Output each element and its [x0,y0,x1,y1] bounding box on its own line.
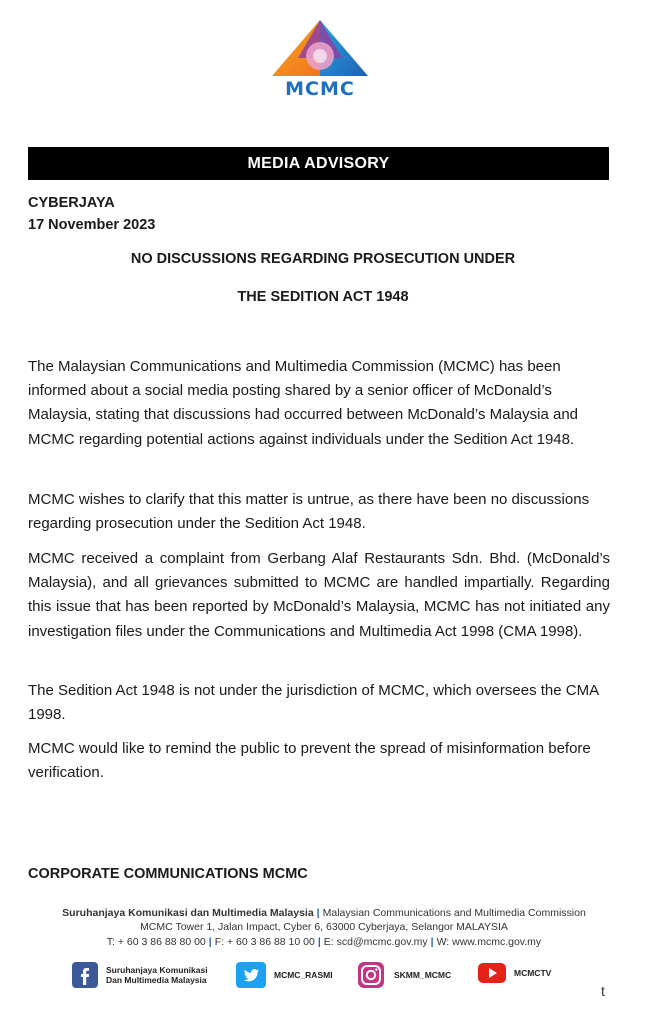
social-youtube[interactable] [478,962,551,984]
mcmc-logo [268,18,372,100]
social-facebook[interactable] [72,962,208,988]
body-paragraph-5: MCMC would like to remind the public to prevent the spread of misinformation before verification. [28,740,591,782]
youtube-label: MCMCTV [514,968,552,978]
logo-wordmark: MCMC [285,78,355,100]
signoff: CORPORATE COMMUNICATIONS MCMC [28,866,308,882]
headline-line-1: NO DISCUSSIONS REGARDING PROSECUTION UNDER [130,251,516,267]
social-twitter[interactable] [236,962,333,988]
facebook-icon [72,962,98,988]
footer-org-malay: Suruhanjaya Komunikasi dan Multimedia Malaysia [62,907,314,919]
stray-mark: t [601,983,605,999]
footer-web[interactable]: W: www.mcmc.gov.my [436,936,542,948]
facebook-label-line-1: Suruhanjaya Komunikasi [106,965,208,975]
social-instagram[interactable] [356,962,451,988]
mcmc-triangle-icon [268,18,372,80]
footer-separator: | [208,936,212,948]
twitter-label: MCMC_RASMI [274,970,333,980]
body-paragraph-1: The Malaysian Communications and Multimedia Commission (MCMC) has been informed about a social media posting shared by a senior officer of McDonald’s Malaysia, stating that discussions had occurred between McDonald’s Malaysia and MCMC regarding potential actions against individuals under the Sedition Act 1948. [28,358,579,448]
media-advisory-banner: MEDIA ADVISORY [28,147,609,180]
dateline-place: CYBERJAYA [28,195,115,211]
twitter-icon [236,962,266,988]
dateline [28,192,155,236]
headline-line-2: THE SEDITION ACT 1948 [237,289,409,305]
footer-fax: F: + 60 3 86 88 10 00 [214,936,315,948]
footer-email[interactable]: E: scd@mcmc.gov.my [323,936,428,948]
footer-org-line [0,907,648,919]
dateline-date: 17 November 2023 [28,217,156,233]
footer-separator: | [317,936,321,948]
instagram-label: SKMM_MCMC [394,970,452,980]
body-paragraph-2: MCMC wishes to clarify that this matter is untrue, as there have been no discussions regarding prosecution under the Sedition Act 1948. [28,491,590,533]
instagram-icon [356,962,386,988]
footer-separator: | [316,907,320,919]
footer-org-english: Malaysian Communications and Multimedia Commission [322,907,586,919]
youtube-icon [478,962,506,984]
footer-separator: | [430,936,434,948]
footer-address: MCMC Tower 1, Jalan Impact, Cyber 6, 63000 Cyberjaya, Selangor MALAYSIA [140,921,508,933]
body-paragraph-3: MCMC received a complaint from Gerbang Alaf Restaurants Sdn. Bhd. (McDonald’s Malaysia), and all grievances submitted to MCMC are handled impartially. Regarding this issue that has been reported by McDonald’s Malaysia, MCMC has not initiated any investigation files under the Communications and Multimedia Act 1998 (CMA 1998). [28,550,610,640]
footer-tel: T: + 60 3 86 88 80 00 [106,936,206,948]
footer-contacts [0,936,648,948]
body-paragraph-4: The Sedition Act 1948 is not under the jurisdiction of MCMC, which oversees the CMA 1998. [28,682,599,724]
facebook-label-line-2: Dan Multimedia Malaysia [106,975,207,985]
